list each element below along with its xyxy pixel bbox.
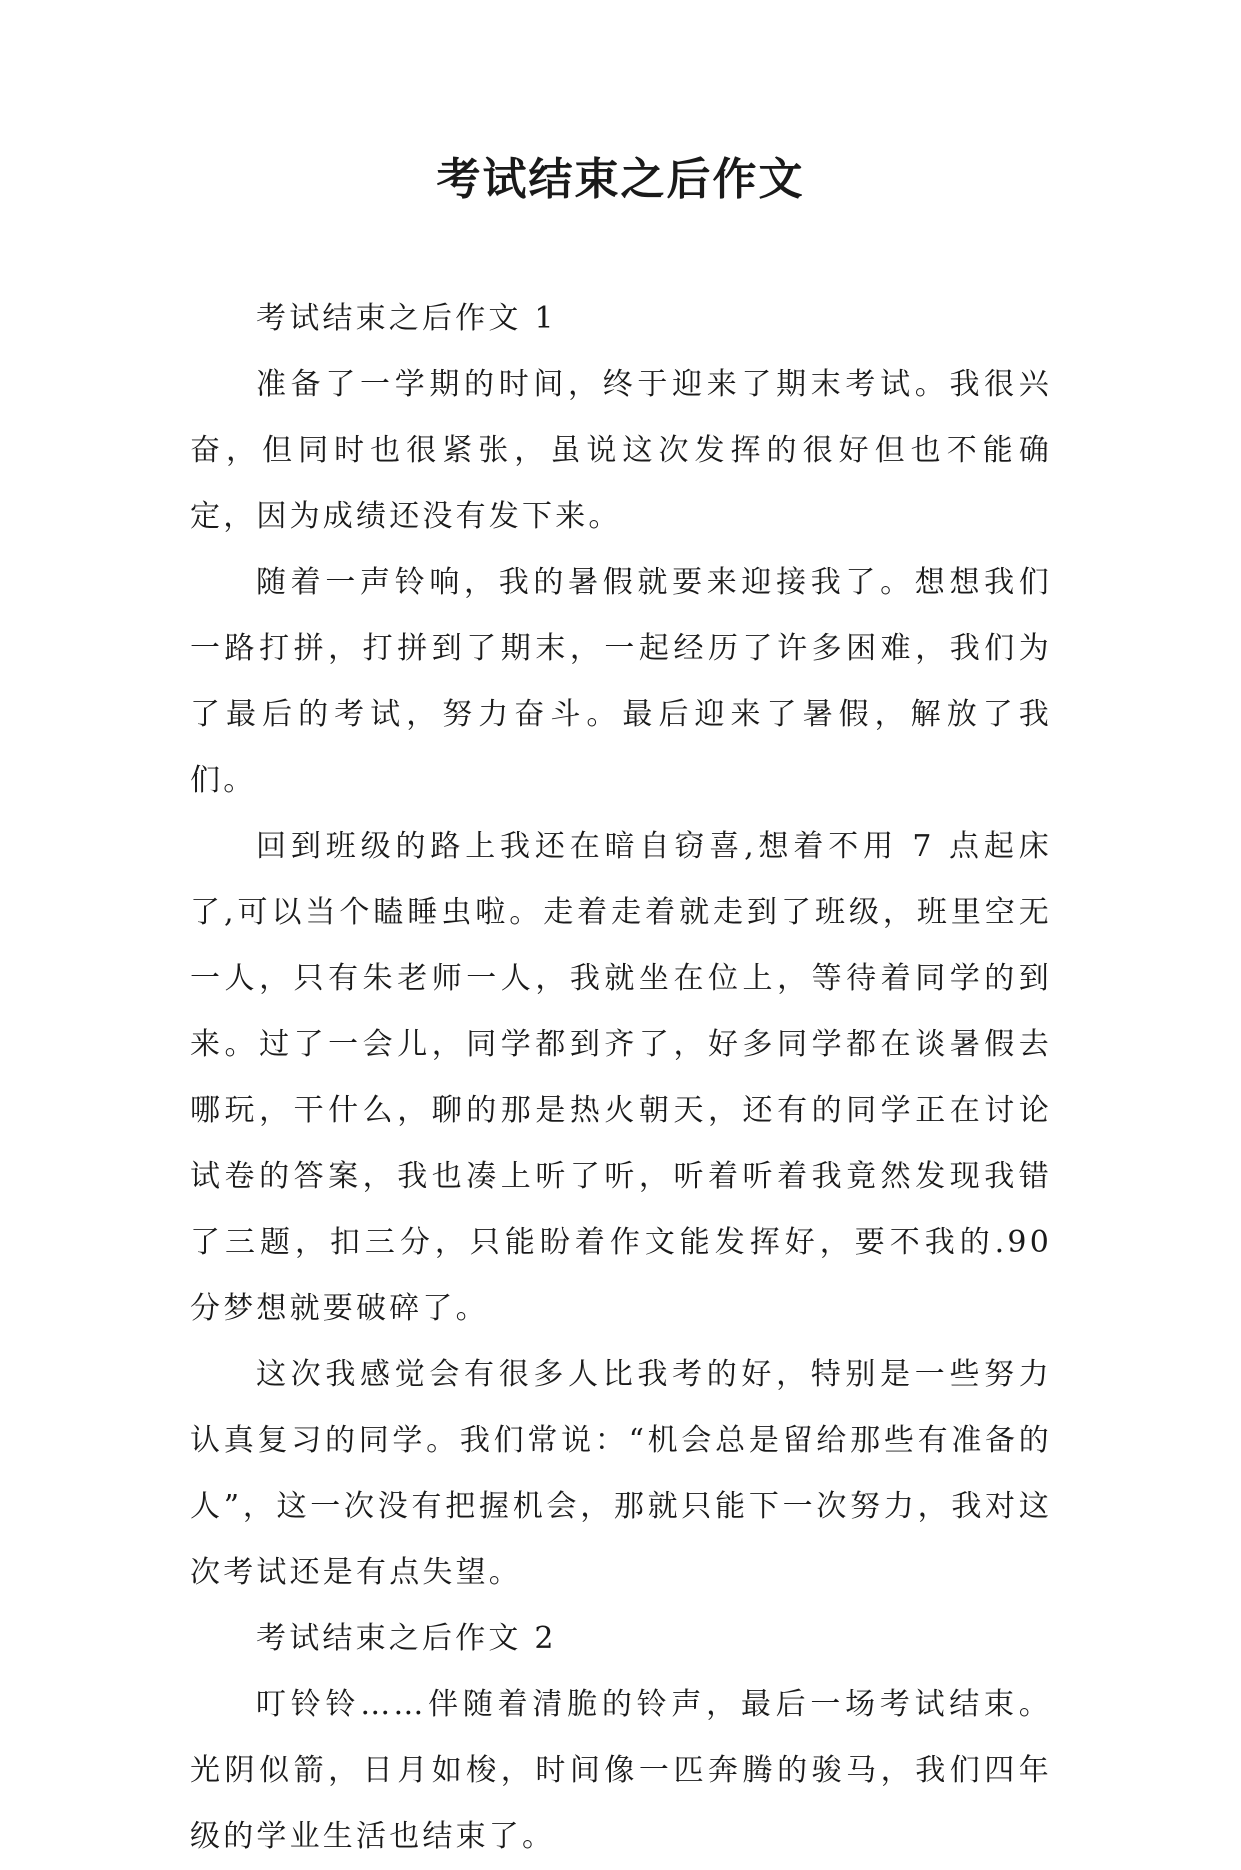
section-heading-1: 考试结束之后作文 1 <box>256 301 557 336</box>
document-title: 考试结束之后作文 <box>436 154 805 205</box>
paragraph: 回到班级的路上我还在暗自窃喜,想着不用 7 点起床了,可以当个瞌睡虫啦。走着走着就走到了班级，班里空无一人，只有朱老师一人，我就坐在位上，等待着同学的到来。过了一会儿，同学都到齐了，好多同学都在谈暑假去哪玩，干什么，聊的那是热火朝天，还有的同学正在讨论试卷的答案，我也凑上听了听，听着听着我竟然发现我错了三题，扣三分，只能盼着作文能发挥好，要不我的.90 分梦想就要破碎了。 <box>190 829 1052 1326</box>
section-heading-2: 考试结束之后作文 2 <box>256 1621 557 1656</box>
paragraph: 准备了一学期的时间，终于迎来了期末考试。我很兴奋，但同时也很紧张，虽说这次发挥的很好但也不能确定，因为成绩还没有发下来。 <box>190 367 1052 534</box>
paragraph: 这次我感觉会有很多人比我考的好，特别是一些努力认真复习的同学。我们常说：“机会总是留给那些有准备的人”，这一次没有把握机会，那就只能下一次努力，我对这次考试还是有点失望。 <box>190 1357 1052 1590</box>
paragraph: 随着一声铃响，我的暑假就要来迎接我了。想想我们一路打拼，打拼到了期末，一起经历了许多困难，我们为了最后的考试，努力奋斗。最后迎来了暑假，解放了我们。 <box>190 565 1052 798</box>
document-body <box>190 286 1052 1870</box>
paragraph: 叮铃铃……伴随着清脆的铃声，最后一场考试结束。光阴似箭，日月如梭，时间像一匹奔腾的骏马，我们四年级的学业生活也结束了。 <box>190 1687 1052 1854</box>
